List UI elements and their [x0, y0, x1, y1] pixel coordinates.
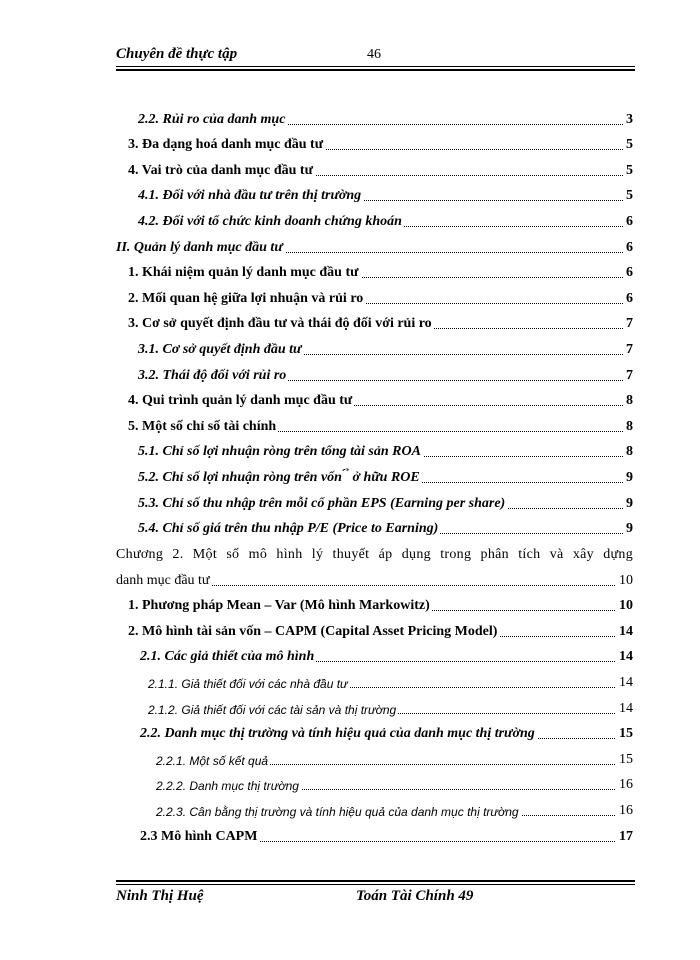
toc-entry-page: 14	[616, 701, 633, 717]
toc-entry	[116, 825, 635, 851]
toc-entry-page: 5	[623, 163, 633, 179]
header-rule	[116, 66, 635, 67]
table-of-contents	[116, 108, 635, 851]
toc-entry-label: 5.3. Chỉ số thu nhập trên mỗi cổ phần EPS (Earning per share)	[138, 495, 506, 511]
toc-entry	[116, 313, 635, 339]
toc-entry	[116, 108, 635, 134]
toc-entry-page: 10	[616, 573, 633, 589]
toc-entry-label: 3.2. Thái độ đối với rủi ro	[138, 367, 287, 383]
toc-entry-label: 5. Một số chỉ số tài chính	[128, 418, 277, 434]
toc-entry-page: 3	[623, 112, 633, 128]
toc-entry	[116, 236, 635, 262]
toc-entry	[116, 159, 635, 185]
toc-entry-page: 9	[623, 496, 633, 512]
toc-entry-page: 9	[623, 470, 633, 486]
toc-entry	[116, 799, 635, 825]
toc-entry-label: 2.1.1. Giả thiết đối với các nhà đầu tư	[148, 677, 348, 692]
toc-entry	[116, 620, 635, 646]
toc-entry-page: 16	[616, 777, 633, 793]
toc-entry-label: 5.1. Chỉ số lợi nhuận ròng trên tổng tài sản ROA	[138, 444, 421, 460]
toc-entry-label: 2.2. Danh mục thị trường và tính hiệu quả của danh mục thị trường	[140, 726, 535, 742]
toc-entry-page: 7	[623, 342, 633, 358]
footer-rule-thick	[116, 880, 635, 882]
toc-entry-label: 1. Phương pháp Mean – Var (Mô hình Markowitz)	[128, 598, 430, 614]
toc-entry-label: 2.3 Mô hình CAPM	[140, 828, 258, 844]
toc-entry-page: 14	[616, 675, 633, 691]
toc-entry-page: 7	[623, 368, 633, 384]
toc-entry-page: 8	[623, 444, 633, 460]
toc-entry	[116, 185, 635, 211]
toc-entry-page: 6	[623, 291, 633, 307]
toc-entry-label: 3. Đa dạng hoá danh mục đầu tư	[128, 137, 324, 153]
toc-entry	[116, 364, 635, 390]
toc-entry-label: 3.1. Cơ sở quyết định đầu tư	[138, 341, 302, 357]
header-title: Chuyên đề thực tập	[116, 46, 238, 62]
toc-entry-page: 6	[623, 240, 633, 256]
toc-entry	[116, 492, 635, 518]
page-number: 46	[367, 47, 381, 62]
toc-entry	[116, 262, 635, 288]
footer-class: Toán Tài Chính 49	[356, 888, 474, 904]
toc-entry-label: 2.1.2. Giả thiết đối với các tài sản và thị trường	[148, 702, 397, 717]
toc-entry-page: 5	[623, 137, 633, 153]
chapter-2-heading-text: Chương 2. Một số mô hình lý thuyết áp dụng trong phân tích và xây dựng	[116, 547, 633, 563]
toc-entry	[116, 415, 635, 441]
toc-entry	[116, 518, 635, 544]
toc-entry-label: 2. Mô hình tài sản vốn – CAPM (Capital Asset Pricing Model)	[128, 623, 498, 639]
toc-entry	[116, 390, 635, 416]
toc-entry-label: 4.2. Đối với tổ chức kinh doanh chứng khoán	[138, 213, 402, 229]
toc-entry-chapter-2	[116, 569, 635, 595]
toc-entry-label: 4.1. Đối với nhà đầu tư trên thị trường	[138, 188, 362, 204]
toc-entry-page: 14	[616, 624, 633, 640]
toc-entry-label: 5.2. Chỉ số lợi nhuận ròng trên vốn ́ ̉ ở hữu ROE	[138, 469, 420, 485]
toc-entry-label: 2.1. Các giả thiết của mô hình	[140, 649, 315, 665]
toc-entry	[116, 671, 635, 697]
toc-entry-label: 2.2. Rủi ro của danh mục	[138, 111, 286, 127]
toc-entry-page: 6	[623, 214, 633, 230]
toc-entry-page: 7	[623, 316, 633, 332]
toc-entry	[116, 697, 635, 723]
toc-entry-page: 16	[616, 803, 633, 819]
toc-entry-page: 8	[623, 419, 633, 435]
toc-entry-page: 17	[616, 829, 633, 845]
toc-entry-label: 3. Cơ sở quyết định đầu tư và thái độ đối với rủi ro	[128, 316, 432, 332]
toc-entry	[116, 338, 635, 364]
toc-entry	[116, 210, 635, 236]
toc-entry-page: 15	[616, 752, 633, 768]
toc-entry-page: 5	[623, 188, 633, 204]
toc-entry-label: 5.4. Chỉ số giá trên thu nhập P/E (Price to Earning)	[138, 521, 439, 537]
toc-entry-page: 15	[616, 726, 633, 742]
footer-author: Ninh Thị Huệ	[116, 888, 204, 904]
toc-entry	[116, 646, 635, 672]
toc-entry-label: 4. Qui trình quản lý danh mục đầu tư	[128, 393, 353, 409]
toc-entry-page: 9	[623, 521, 633, 537]
toc-entry-page: 6	[623, 265, 633, 281]
header-rule-thick	[116, 69, 635, 71]
toc-entry-label: 2.2.2. Danh mục thị trường	[156, 779, 299, 794]
toc-entry-label: 1. Khái niệm quản lý danh mục đầu tư	[128, 265, 359, 281]
toc-entry	[116, 595, 635, 621]
toc-entry-page: 14	[616, 649, 633, 665]
toc-entry	[116, 774, 635, 800]
toc-entry	[116, 287, 635, 313]
toc-entry	[116, 466, 635, 492]
toc-entry	[116, 723, 635, 749]
toc-entry	[116, 748, 635, 774]
toc-entry-label: II. Quản lý danh mục đầu tư	[116, 239, 283, 255]
toc-entry-page: 10	[616, 598, 633, 614]
toc-entry-label: 2.2.3. Cân bằng thị trường và tính hiệu quả của danh mục thị trường	[156, 805, 519, 820]
toc-entry-page: 8	[623, 393, 633, 409]
footer-rule	[116, 884, 635, 885]
chapter-2-heading	[116, 543, 635, 569]
toc-entry-label: 2. Mối quan hệ giữa lợi nhuận và rủi ro	[128, 290, 364, 306]
toc-entry-label: 2.2.1. Một số kết quả	[156, 753, 269, 768]
toc-entry	[116, 441, 635, 467]
toc-entry-label: 4. Vai trò của danh mục đầu tư	[128, 162, 313, 178]
toc-entry-label: danh mục đầu tư	[116, 572, 210, 588]
toc-entry	[116, 134, 635, 160]
